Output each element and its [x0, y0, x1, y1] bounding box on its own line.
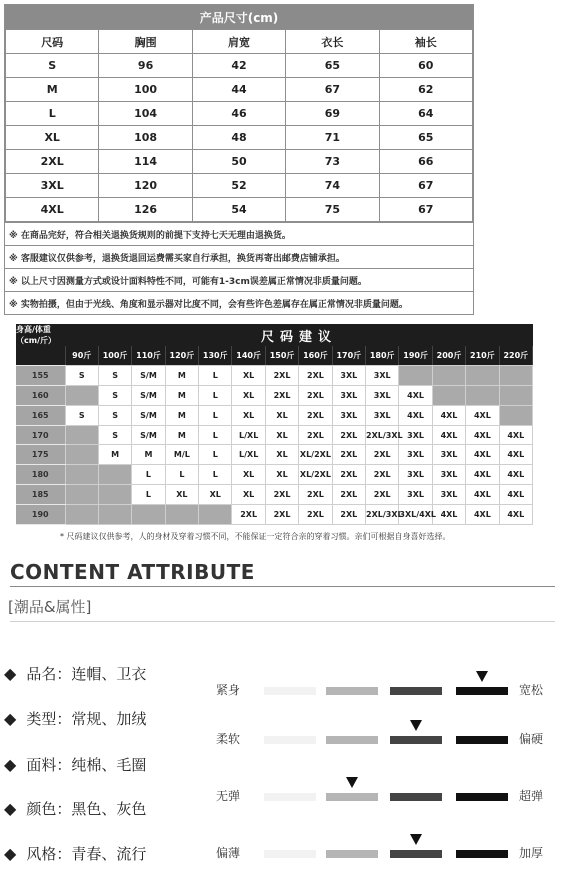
suggestion-cell: XL	[265, 425, 298, 445]
size-cell: 67	[286, 78, 379, 102]
scale-segment	[326, 687, 378, 695]
table-row	[16, 386, 533, 406]
suggestion-cell	[432, 386, 465, 406]
suggestion-cell: S/M	[132, 366, 165, 386]
suggestion-cell: 3XL	[399, 485, 432, 505]
suggestion-cell: 2XL	[332, 445, 365, 465]
suggestion-cell: S/M	[132, 405, 165, 425]
size-header-cell: 衣长	[286, 30, 379, 54]
height-cell: 175	[16, 445, 65, 465]
suggestion-cell: 4XL	[432, 425, 465, 445]
suggestion-cell: XL	[165, 485, 198, 505]
policy-note: ※ 在商品完好，符合相关退换货规则的前提下支持七天无理由退换货。	[5, 222, 473, 245]
suggestion-cell: XL	[232, 405, 265, 425]
suggestion-cell: XL	[265, 465, 298, 485]
suggestion-cell: 4XL	[466, 465, 499, 485]
suggestion-cell: 4XL	[466, 405, 499, 425]
suggestion-cell: L	[199, 465, 232, 485]
weight-header-cell: 210斤	[466, 346, 499, 366]
suggestion-cell	[432, 366, 465, 386]
size-header-cell: 肩宽	[192, 30, 285, 54]
size-cell: 2XL	[6, 150, 99, 174]
suggestion-cell: L	[165, 465, 198, 485]
suggestion-cell: L	[199, 386, 232, 406]
size-table	[5, 29, 473, 222]
thickness-scale	[216, 842, 556, 862]
attribute-item	[4, 663, 146, 684]
suggestion-cell	[65, 465, 98, 485]
suggestion-cell: 3XL	[332, 386, 365, 406]
diamond-bullet-icon: ◆	[4, 799, 17, 818]
suggestion-cell: 2XL	[265, 366, 298, 386]
scale-segment	[390, 687, 442, 695]
suggestion-cell	[65, 386, 98, 406]
weight-header-cell: 180斤	[366, 346, 399, 366]
scale-marker-icon	[476, 671, 488, 682]
suggestion-cell: 3XL	[399, 425, 432, 445]
suggestion-cell: S	[65, 405, 98, 425]
size-cell: 48	[192, 126, 285, 150]
table-row	[6, 54, 473, 78]
weight-header-cell: 150斤	[265, 346, 298, 366]
size-cell: 75	[286, 198, 379, 222]
size-cell: 108	[99, 126, 192, 150]
suggestion-cell	[199, 504, 232, 524]
size-header-cell: 胸围	[99, 30, 192, 54]
suggestion-cell: S	[98, 405, 131, 425]
suggestion-cell	[499, 405, 532, 425]
suggestion-cell: 3XL	[332, 366, 365, 386]
size-cell: 73	[286, 150, 379, 174]
size-cell: 42	[192, 54, 285, 78]
weight-header-cell: 130斤	[199, 346, 232, 366]
scale-segment	[456, 736, 508, 744]
policy-note: ※ 客服建议仅供参考，退换货退回运费需买家自行承担，换货再寄出邮费店铺承担。	[5, 245, 473, 268]
suggestion-cell: 2XL	[299, 485, 332, 505]
suggestion-cell: 2XL	[366, 445, 399, 465]
suggestion-cell: XL/2XL	[299, 465, 332, 485]
size-cell: 60	[379, 54, 472, 78]
softness-scale	[216, 728, 556, 748]
suggestion-cell: 2XL	[332, 485, 365, 505]
suggestion-cell: 4XL	[499, 485, 532, 505]
content-attribute-subtitle: [潮品&属性]	[8, 598, 92, 616]
suggestion-cell: 3XL	[332, 405, 365, 425]
weight-header-row	[16, 346, 533, 366]
suggestion-cell: 4XL	[466, 445, 499, 465]
height-weight-label: 身高/体重（cm/斤）	[16, 324, 65, 346]
weight-header-cell: 140斤	[232, 346, 265, 366]
suggestion-cell: 2XL	[232, 504, 265, 524]
size-cell: 62	[379, 78, 472, 102]
size-cell: S	[6, 54, 99, 78]
suggestion-cell: XL	[265, 405, 298, 425]
height-cell: 170	[16, 425, 65, 445]
suggestion-cell: 2XL	[265, 504, 298, 524]
scale-segment	[326, 736, 378, 744]
weight-header-cell: 160斤	[299, 346, 332, 366]
scale-segment	[456, 850, 508, 858]
table-row	[6, 198, 473, 222]
size-table-header-row	[6, 30, 473, 54]
size-cell: 4XL	[6, 198, 99, 222]
table-row	[16, 445, 533, 465]
height-cell: 190	[16, 504, 65, 524]
table-row	[6, 126, 473, 150]
suggestion-cell	[65, 425, 98, 445]
attribute-item	[4, 708, 146, 729]
scale-segment	[390, 850, 442, 858]
suggestion-cell: 4XL	[432, 504, 465, 524]
scale-right-label: 宽松	[519, 683, 544, 697]
suggestion-cell: 2XL	[366, 465, 399, 485]
suggestion-cell: M	[98, 445, 131, 465]
suggestion-grid	[16, 346, 533, 525]
policy-note: ※ 以上尺寸因测量方式或设计面料特性不同，可能有1-3cm误差属正常情况非质量问题。	[5, 268, 473, 291]
scale-marker-icon	[410, 834, 422, 845]
size-cell: 44	[192, 78, 285, 102]
attribute-item	[4, 798, 146, 819]
policy-note: ※ 实物拍摄，但由于光线、角度和显示器对比度不同，会有些许色差属存在属正常情况非质量问题。	[5, 291, 473, 314]
product-size-table	[4, 4, 474, 315]
suggestion-cell: L/XL	[232, 425, 265, 445]
height-cell: 185	[16, 485, 65, 505]
size-cell: 74	[286, 174, 379, 198]
weight-header-cell: 90斤	[65, 346, 98, 366]
size-cell: 50	[192, 150, 285, 174]
table-row	[16, 485, 533, 505]
suggestion-cell: 4XL	[499, 425, 532, 445]
suggestion-cell: 4XL	[466, 485, 499, 505]
attribute-item	[4, 754, 146, 775]
suggestion-cell: 2XL	[299, 504, 332, 524]
suggestion-cell: 4XL	[499, 445, 532, 465]
size-suggestion	[16, 324, 533, 525]
suggestion-cell: 4XL	[499, 504, 532, 524]
suggestion-cell: 2XL	[299, 386, 332, 406]
suggestion-cell: S	[98, 386, 131, 406]
diamond-bullet-icon: ◆	[4, 844, 17, 863]
size-cell: M	[6, 78, 99, 102]
scale-left-label: 偏薄	[216, 846, 241, 860]
suggestion-cell: XL	[265, 445, 298, 465]
weight-header-cell: 190斤	[399, 346, 432, 366]
weight-header-cell: 200斤	[432, 346, 465, 366]
table-row	[16, 366, 533, 386]
suggestion-cell: XL	[232, 386, 265, 406]
size-header-cell: 袖长	[379, 30, 472, 54]
weight-header-cell: 220斤	[499, 346, 532, 366]
suggestion-cell: 3XL	[366, 366, 399, 386]
scale-marker-icon	[410, 720, 422, 731]
suggestion-cell: S/M	[132, 386, 165, 406]
suggestion-cell: 3XL	[366, 405, 399, 425]
size-cell: 126	[99, 198, 192, 222]
suggestion-cell	[98, 485, 131, 505]
suggestion-cell: XL	[232, 485, 265, 505]
suggestion-cell	[98, 504, 131, 524]
table-row	[16, 504, 533, 524]
size-cell: 46	[192, 102, 285, 126]
height-cell: 180	[16, 465, 65, 485]
suggestion-cell: XL	[199, 485, 232, 505]
scale-segment	[456, 793, 508, 801]
suggestion-cell: S	[98, 366, 131, 386]
scale-marker-icon	[346, 777, 358, 788]
size-cell: 67	[379, 198, 472, 222]
table-row	[6, 174, 473, 198]
suggestion-cell: 4XL	[432, 405, 465, 425]
size-cell: 114	[99, 150, 192, 174]
size-cell: 67	[379, 174, 472, 198]
scale-right-label: 加厚	[519, 846, 544, 860]
table-row	[16, 405, 533, 425]
size-cell: 3XL	[6, 174, 99, 198]
suggestion-cell	[499, 386, 532, 406]
suggestion-cell: 4XL	[399, 386, 432, 406]
suggestion-cell: L	[199, 366, 232, 386]
suggestion-cell: XL/2XL	[299, 445, 332, 465]
scale-segment	[264, 850, 316, 858]
suggestion-cell	[65, 485, 98, 505]
suggestion-cell: 2XL	[299, 425, 332, 445]
scale-segment	[264, 687, 316, 695]
suggestion-cell: 2XL/3XL	[366, 425, 399, 445]
suggestion-cell: M	[165, 386, 198, 406]
suggestion-cell: L	[199, 425, 232, 445]
height-cell: 155	[16, 366, 65, 386]
height-cell: 165	[16, 405, 65, 425]
suggestion-cell: 2XL	[265, 386, 298, 406]
diamond-bullet-icon: ◆	[4, 664, 17, 683]
attribute-label: 风格：青春、流行	[26, 845, 147, 863]
suggestion-cell	[399, 366, 432, 386]
weight-header-cell: 100斤	[98, 346, 131, 366]
suggestion-cell: 3XL	[399, 465, 432, 485]
size-cell: 54	[192, 198, 285, 222]
suggestion-cell: 3XL	[399, 445, 432, 465]
attribute-label: 类型：常规、加绒	[26, 710, 147, 728]
fit-scale	[216, 679, 556, 699]
suggestion-cell: 2XL	[265, 485, 298, 505]
scale-segment	[390, 736, 442, 744]
suggestion-cell: L	[199, 445, 232, 465]
suggestion-cell	[466, 386, 499, 406]
suggestion-cell	[98, 465, 131, 485]
suggestion-cell: S/M	[132, 425, 165, 445]
suggestion-cell: 4XL	[499, 465, 532, 485]
suggestion-cell	[132, 504, 165, 524]
suggestion-cell: 2XL	[332, 465, 365, 485]
divider	[10, 621, 555, 622]
attribute-label: 面料：纯棉、毛圈	[26, 756, 147, 774]
suggestion-cell	[165, 504, 198, 524]
suggestion-cell	[65, 504, 98, 524]
scale-right-label: 偏硬	[519, 732, 544, 746]
size-cell: 52	[192, 174, 285, 198]
scale-right-label: 超弹	[519, 789, 544, 803]
suggestion-cell: M/L	[165, 445, 198, 465]
scale-left-label: 紧身	[216, 683, 241, 697]
suggestion-cell: 3XL/4XL	[399, 504, 432, 524]
suggestion-cell: M	[165, 425, 198, 445]
scale-segment	[456, 687, 508, 695]
size-cell: 69	[286, 102, 379, 126]
diamond-bullet-icon: ◆	[4, 755, 17, 774]
size-cell: L	[6, 102, 99, 126]
suggestion-cell: 4XL	[466, 425, 499, 445]
attribute-label: 品名：连帽、卫衣	[26, 665, 147, 683]
table-row	[6, 150, 473, 174]
scale-segment	[326, 850, 378, 858]
scale-segment	[326, 793, 378, 801]
size-header-cell: 尺码	[6, 30, 99, 54]
size-table-title: 产品尺寸(cm)	[5, 5, 473, 29]
suggestion-cell	[466, 366, 499, 386]
suggestion-cell: 2XL	[332, 504, 365, 524]
suggestion-cell: L	[132, 485, 165, 505]
size-cell: 65	[379, 126, 472, 150]
suggestion-cell: 2XL/3XL	[366, 504, 399, 524]
suggestion-cell: 2XL	[366, 485, 399, 505]
scale-segment	[390, 793, 442, 801]
divider	[10, 586, 555, 587]
content-attribute-title: CONTENT ATTRIBUTE	[10, 560, 255, 584]
suggestion-cell: L	[199, 405, 232, 425]
suggestion-cell: M	[165, 405, 198, 425]
attribute-label: 颜色：黑色、灰色	[26, 800, 147, 818]
table-row	[16, 425, 533, 445]
suggestion-cell	[65, 445, 98, 465]
weight-header-cell: 110斤	[132, 346, 165, 366]
weight-header-cell: 120斤	[165, 346, 198, 366]
suggestion-cell: 3XL	[432, 445, 465, 465]
suggestion-cell: 3XL	[432, 465, 465, 485]
scale-segment	[264, 736, 316, 744]
size-cell: 65	[286, 54, 379, 78]
suggestion-cell: M	[165, 366, 198, 386]
suggestion-header	[16, 324, 533, 346]
size-cell: 64	[379, 102, 472, 126]
suggestion-cell	[499, 366, 532, 386]
table-row	[6, 78, 473, 102]
suggestion-cell: L/XL	[232, 445, 265, 465]
weight-header-cell: 170斤	[332, 346, 365, 366]
size-cell: XL	[6, 126, 99, 150]
size-cell: 104	[99, 102, 192, 126]
attribute-item	[4, 843, 146, 864]
suggestion-cell: L	[132, 465, 165, 485]
suggestion-cell: 2XL	[332, 425, 365, 445]
suggestion-cell: 3XL	[432, 485, 465, 505]
table-row	[16, 465, 533, 485]
size-cell: 66	[379, 150, 472, 174]
suggestion-note: * 尺码建议仅供参考，人的身材及穿着习惯不同，不能保证一定符合亲的穿着习惯。亲们可根据自身喜好选择。	[60, 532, 451, 541]
suggestion-cell: 2XL	[299, 405, 332, 425]
suggestion-cell: 4XL	[399, 405, 432, 425]
suggestion-title: 尺码建议	[65, 324, 533, 346]
suggestion-cell: 2XL	[299, 366, 332, 386]
scale-segment	[264, 793, 316, 801]
size-cell: 120	[99, 174, 192, 198]
scale-left-label: 无弹	[216, 789, 241, 803]
scale-left-label: 柔软	[216, 732, 241, 746]
suggestion-cell: 4XL	[466, 504, 499, 524]
size-cell: 71	[286, 126, 379, 150]
corner-cell	[16, 346, 65, 366]
suggestion-cell: S	[98, 425, 131, 445]
suggestion-cell: XL	[232, 465, 265, 485]
suggestion-cell: XL	[232, 366, 265, 386]
suggestion-cell: M	[132, 445, 165, 465]
diamond-bullet-icon: ◆	[4, 709, 17, 728]
suggestion-cell: 3XL	[366, 386, 399, 406]
table-row	[6, 102, 473, 126]
elasticity-scale	[216, 785, 556, 805]
size-cell: 96	[99, 54, 192, 78]
suggestion-cell: S	[65, 366, 98, 386]
height-cell: 160	[16, 386, 65, 406]
size-cell: 100	[99, 78, 192, 102]
